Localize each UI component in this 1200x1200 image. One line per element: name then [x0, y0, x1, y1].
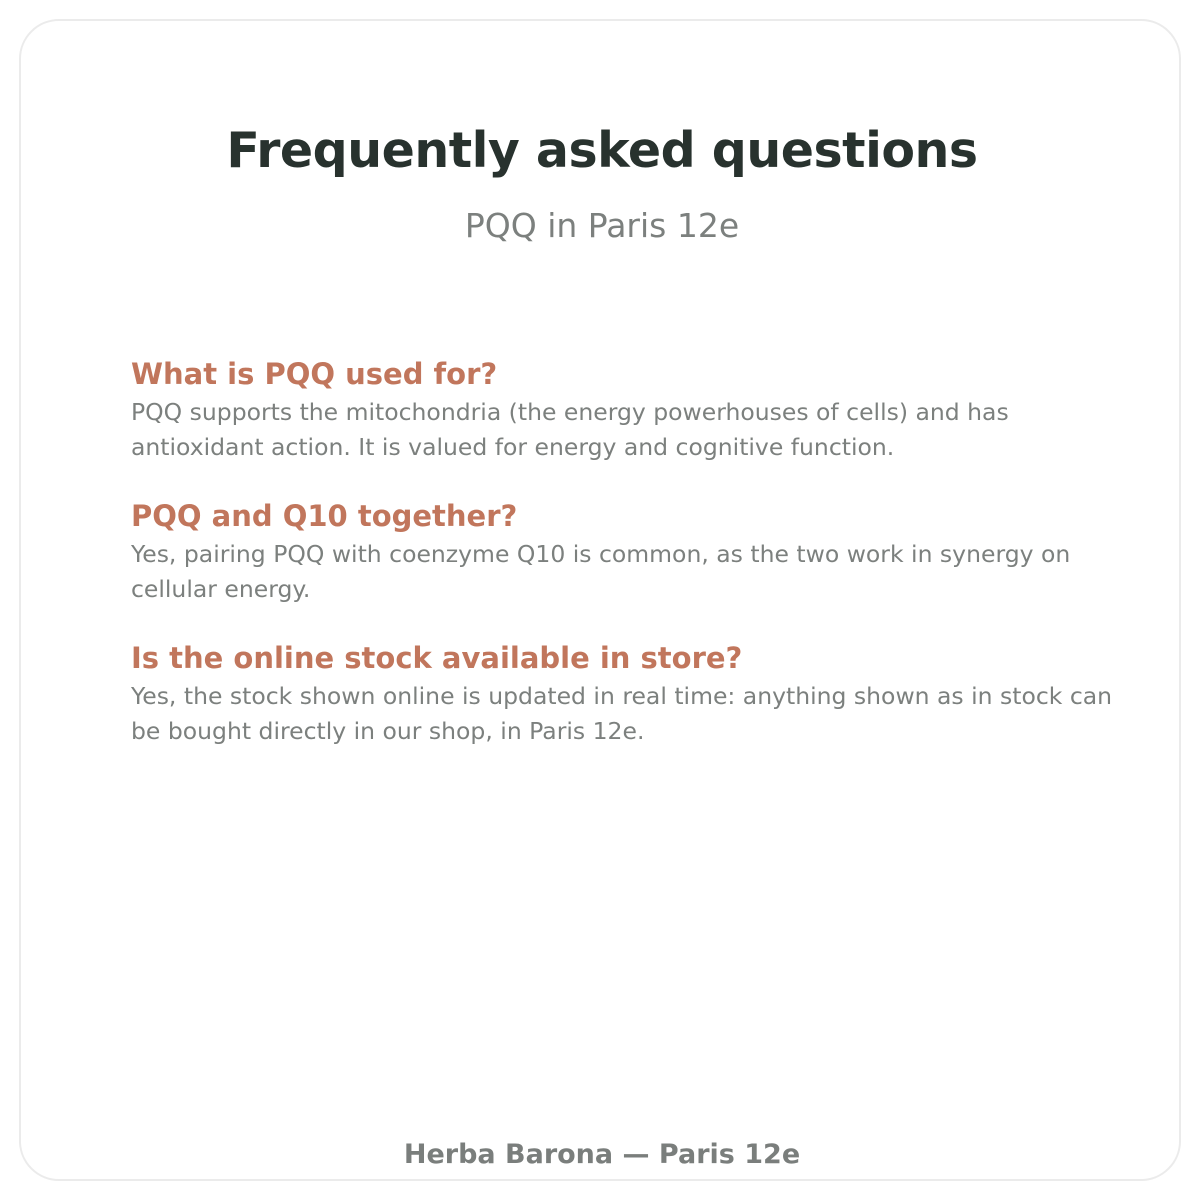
page-title: Frequently asked questions [226, 122, 978, 179]
faq-answer: PQQ supports the mitochondria (the energy powerhouses of cells) and has antioxidant action. It is valued for energy and cognitive function. [131, 398, 1009, 461]
faq-card [19, 19, 1181, 1181]
faq-item-pqq-use [131, 355, 1121, 465]
faq-list [131, 355, 1121, 781]
faq-question: PQQ and Q10 together? [131, 499, 518, 533]
faq-question: What is PQQ used for? [131, 357, 498, 391]
faq-item-pqq-q10 [131, 497, 1121, 607]
faq-answer: Yes, pairing PQQ with coenzyme Q10 is common, as the two work in synergy on cellular energy. [131, 540, 1071, 603]
faq-item-online-stock [131, 639, 1121, 749]
page-subtitle: PQQ in Paris 12e [464, 206, 740, 245]
faq-answer: Yes, the stock shown online is updated in real time: anything shown as in stock can be bought directly in our shop, in Paris 12e. [131, 682, 1113, 745]
footer-shop-name: Herba Barona — Paris 12e [403, 1139, 801, 1170]
faq-question: Is the online stock available in store? [131, 641, 743, 675]
